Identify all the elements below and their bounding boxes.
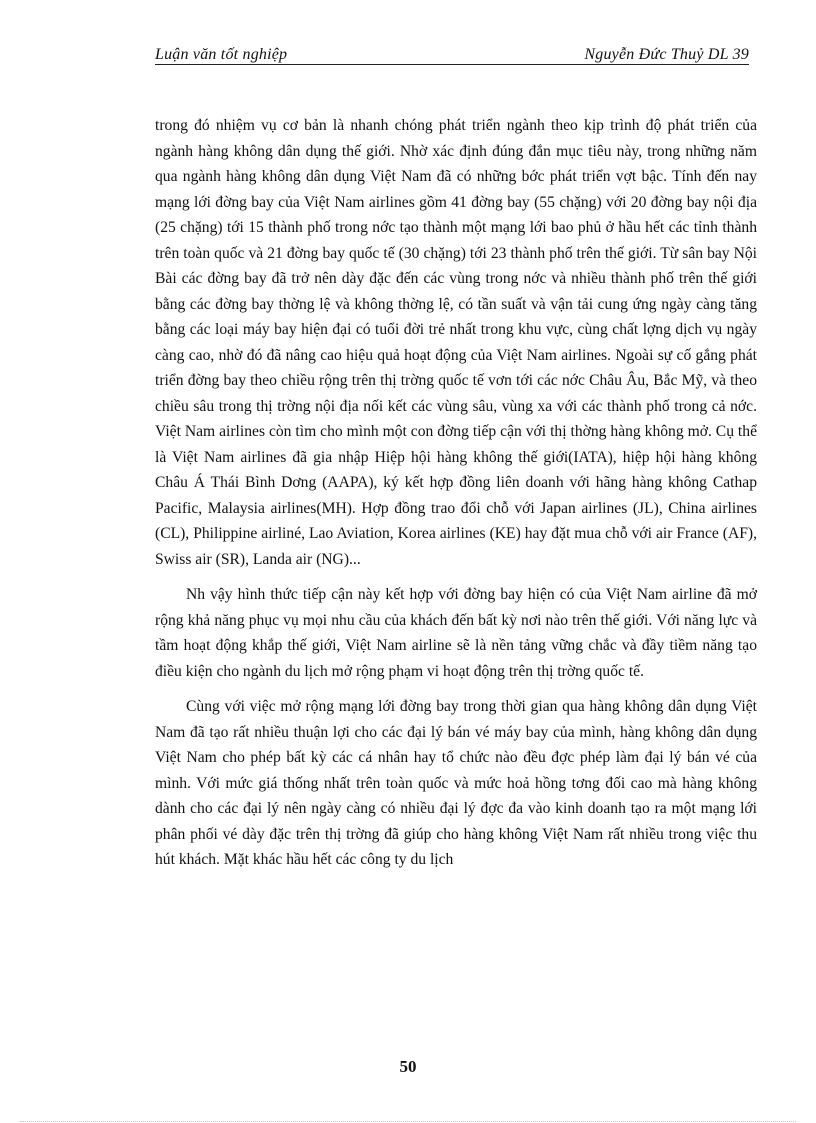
page-bottom-divider [20,1121,796,1122]
header-author: Nguyễn Đức Thuỷ DL 39 [584,46,749,63]
header-divider [155,64,749,65]
body-text [155,113,757,873]
paragraph-continuation: trong đó nhiệm vụ cơ bản là nhanh chóng phát triển ngành theo kịp trình độ phát triển của ngành hàng không dân dụng thế giới. Nhờ xác định đúng đắn mục tiêu này, trong những năm qua ngành hàng không dân dụng Việt Nam đã có những bớc phát triển vợt bậc. Tính đến nay mạng lới đờng bay của Việt Nam airlines gồm 41 đờng bay (55 chặng) với 20 đờng bay nội địa (25 chặng) tới 15 thành phố trong nớc tạo thành một mạng lới bao phủ ở hầu hết các tỉnh thành trên toàn quốc và 21 đờng bay quốc tế (30 chặng) tới 23 thành phố trên thế giới. Từ sân bay Nội Bài các đờng bay đã trở nên dày đặc đến các vùng trong nớc và nhiều thành phố trên thế giới bằng các đờng bay thờng lệ và không thờng lệ, có tần suất và vận tải cung ứng ngày càng tăng bằng các loại máy bay hiện đại có tuổi đời trẻ nhất trong khu vực, cùng chất lợng dịch vụ ngày càng cao, nhờ đó đã nâng cao hiệu quả hoạt động của Việt Nam airlines. Ngoài sự cố gắng phát triển đờng bay theo chiều rộng trên thị trờng quốc tế vơn tới các nớc Châu Âu, Bắc Mỹ, và theo chiều sâu trong thị trờng nội địa nối kết các vùng sâu, vùng xa với các thành phố trong cả nớc. Việt Nam airlines còn tìm cho mình một con đờng tiếp cận với thị thờng hàng không mở. Cụ thể là Việt Nam airlines đã gia nhập Hiệp hội hàng không thế giới(IATA), hiệp hội hàng không Châu Á Thái Bình Dơng (AAPA), ký kết hợp đồng liên doanh với hãng hàng không Cathap Pacific, Malaysia airlines(MH). Hợp đồng trao đổi chỗ với Japan airlines (JL), China airlines (CL), Philippine airliné, Lao Aviation, Korea airlines (KE) hay đặt mua chỗ với air France (AF), Swiss air (SR), Landa air (NG)... [155,117,757,568]
page-header [155,46,749,68]
paragraph-airline-access: Nh vậy hình thức tiếp cận này kết hợp với đờng bay hiện có của Việt Nam airline đã mở rộng khả năng phục vụ mọi nhu cầu của khách đến bất kỳ nơi nào trên thế giới. Với năng lực và tầm hoạt động khắp thế giới, Việt Nam airline sẽ là nền tảng vững chắc và đầy tiềm năng tạo điều kiện cho ngành du lịch mở rộng phạm vi hoạt động trên thị trờng quốc tế. [155,586,757,680]
page-number: 50 [399,1057,417,1076]
paragraph-ticket-agents: Cùng với việc mở rộng mạng lới đờng bay trong thời gian qua hàng không dân dụng Việt Nam đã tạo rất nhiều thuận lợi cho các đại lý bán vé máy bay của mình, hàng không dân dụng Việt Nam cho phép bất kỳ các cá nhân hay tổ chức nào đều đợc phép làm đại lý bán vé của mình. Với mức giá thống nhất trên toàn quốc và mức hoả hồng tơng đối cao mà hàng không dành cho các đại lý nên ngày càng có nhiều đại lý đợc đa vào kinh doanh tạo ra một mạng lới phân phối vé dày đặc trên thị trờng đã giúp cho hàng không Việt Nam rất nhiều trong việc thu hút khách. Mặt khác hầu hết các công ty du lịch [155,698,757,868]
header-thesis-title: Luận văn tốt nghiệp [155,46,288,63]
